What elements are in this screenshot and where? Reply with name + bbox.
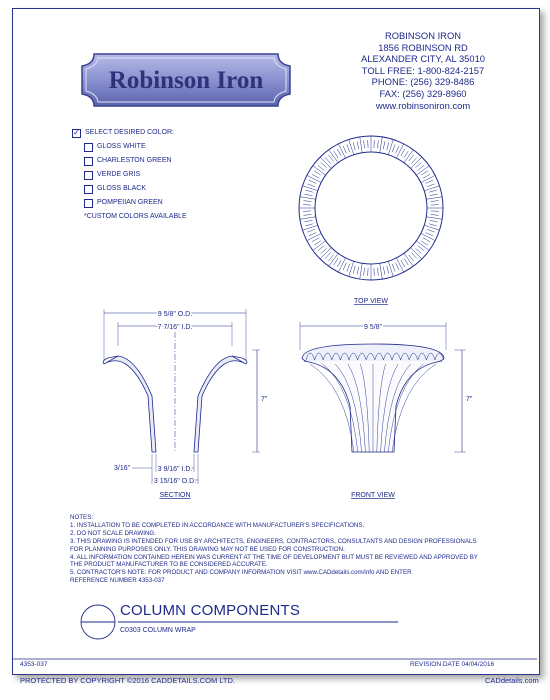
- flute-line: [426, 217, 442, 220]
- flute-line: [424, 225, 439, 230]
- note-line: REFERENCE NUMBER 4353-037: [70, 577, 165, 585]
- flute-detail: [318, 246, 327, 254]
- flute-detail: [409, 155, 417, 164]
- company-fax: FAX: (256) 329-8960: [379, 87, 467, 99]
- note-line: 2. DO NOT SCALE DRAWING.: [70, 529, 156, 537]
- flute-detail: [304, 220, 313, 226]
- color-option-gloss-black: GLOSS BLACK: [97, 185, 147, 192]
- flute-line: [416, 241, 429, 250]
- logo-text: Robinson Iron: [108, 67, 264, 94]
- title-underline: [118, 620, 398, 624]
- copyright-notice: PROTECTED BY COPYRIGHT ©2016 CADDETAILS.COM LTD.: [20, 676, 236, 685]
- flute-detail: [431, 211, 439, 215]
- flute-detail: [325, 252, 333, 261]
- flute-detail: [426, 180, 435, 187]
- company-info: [338, 30, 508, 111]
- title-circle-symbol: [78, 602, 118, 642]
- flute-detail: [429, 220, 438, 226]
- flute-line: [426, 197, 442, 200]
- gloss-black-checkbox[interactable]: [84, 185, 93, 194]
- flute-detail: [429, 190, 438, 196]
- verde-gris-checkbox[interactable]: [84, 171, 93, 180]
- flute-detail: [383, 266, 389, 275]
- notes-header: NOTES:: [70, 514, 94, 521]
- flute-detail: [383, 141, 389, 150]
- flute-line: [349, 261, 354, 276]
- section-label: SECTION: [159, 492, 191, 499]
- flute-line: [421, 233, 435, 240]
- pompeiian-green-checkbox[interactable]: [84, 199, 93, 208]
- flute-detail: [318, 162, 327, 170]
- company-tollfree: TOLL FREE: 1-800-824-2157: [361, 64, 485, 76]
- flute-line: [329, 253, 338, 266]
- flute-line: [300, 217, 316, 220]
- flute-line: [338, 258, 345, 272]
- flute-detail: [426, 229, 435, 236]
- drawing-subtitle: C0303 COLUMN WRAP: [120, 627, 196, 634]
- color-option-pompeiian-green: POMPEIIAN GREEN: [97, 199, 163, 206]
- flute-line: [313, 166, 326, 175]
- flute-detail: [304, 190, 313, 196]
- flute-detail: [325, 155, 333, 164]
- flute-detail: [312, 238, 321, 245]
- flute-detail: [421, 238, 430, 245]
- flute-line: [360, 137, 363, 153]
- flute-detail: [431, 201, 439, 205]
- flute-detail: [303, 201, 311, 205]
- front-view-drawing: [290, 306, 480, 502]
- note-line: 1. INSTALLATION TO BE COMPLETED IN ACCORDANCE WITH MANUFACTURER'S SPECIFICATIONS.: [70, 521, 365, 529]
- color-header: SELECT DESIRED COLOR:: [85, 129, 174, 136]
- note-line: 5. CONTRACTOR'S NOTE: FOR PRODUCT AND COMPANY INFORMATION VISIT www.CADdetails.com/info AND ENTER: [70, 569, 412, 577]
- front-height-dimension: 7": [466, 396, 473, 403]
- flute-line: [307, 175, 321, 182]
- revision-date: REVISION DATE 04/04/2016: [410, 661, 495, 668]
- flute-line: [404, 150, 413, 163]
- flute-line: [360, 263, 363, 279]
- od-dimension: 9 5/8" O.D.: [157, 311, 193, 318]
- flute-line: [404, 253, 413, 266]
- note-line: 3. THIS DRAWING IS INTENDED FOR USE BY ARCHITECTS, ENGINEERS, CONTRACTORS, CONSULTANTS AND DESIGN PROFESSIONALS: [70, 537, 477, 545]
- color-option-gloss-white: GLOSS WHITE: [97, 143, 146, 150]
- base-id-dimension: 3 9/16" I.D.: [157, 466, 193, 473]
- flute-detail: [392, 144, 399, 153]
- flute-detail: [415, 246, 424, 254]
- flute-line: [380, 263, 383, 279]
- flute-detail: [334, 149, 341, 158]
- flute-detail: [307, 229, 316, 236]
- charleston-green-checkbox[interactable]: [84, 157, 93, 166]
- flute-line: [349, 140, 354, 155]
- section-view-drawing: [96, 306, 266, 502]
- custom-colors-note: *CUSTOM COLORS AVAILABLE: [84, 213, 187, 220]
- top-view-label: TOP VIEW: [354, 298, 388, 305]
- company-address-2: ALEXANDER CITY, AL 35010: [360, 53, 486, 65]
- flute-detail: [312, 171, 321, 178]
- flute-line: [303, 225, 318, 230]
- flute-detail: [353, 266, 359, 275]
- flute-detail: [409, 252, 417, 261]
- flute-detail: [374, 268, 378, 276]
- color-option-charleston-green: CHARLESTON GREEN: [97, 157, 172, 164]
- robinson-iron-logo: [80, 52, 292, 108]
- company-website[interactable]: www.robinsoniron.com: [375, 99, 471, 111]
- caddetails-link[interactable]: CADdetails.com: [485, 676, 539, 685]
- note-line: THE PRODUCT MANUFACTURER TO BE CONSIDERED ACCURATE.: [70, 561, 268, 569]
- wall-thickness-dimension: 3/16": [114, 465, 131, 472]
- id-dimension: 7 7/16" I.D.: [157, 324, 193, 331]
- note-line: FOR PLANNING PURPOSES ONLY. THIS DRAWING MAY NOT BE USED FOR CONSTRUCTION.: [70, 545, 345, 553]
- flute-line: [424, 186, 439, 191]
- company-phone: PHONE: (256) 329-8486: [371, 76, 475, 88]
- flute-line: [388, 261, 393, 276]
- top-view-flutes: [299, 136, 443, 280]
- flute-detail: [374, 140, 378, 148]
- flute-line: [416, 166, 429, 175]
- flute-line: [380, 137, 383, 153]
- flute-line: [421, 175, 435, 182]
- reference-number: 4353-037: [20, 661, 48, 668]
- flute-detail: [421, 171, 430, 178]
- drawing-title: COLUMN COMPONENTS: [120, 602, 301, 619]
- company-address-1: 1856 ROBINSON RD: [378, 41, 468, 53]
- flute-detail: [353, 141, 359, 150]
- flute-line: [300, 197, 316, 200]
- flute-detail: [364, 140, 368, 148]
- top-view-drawing: [298, 126, 444, 310]
- flute-line: [307, 233, 321, 240]
- note-line: 4. ALL INFORMATION CONTAINED HEREIN WAS CURRENT AT THE TIME OF DEVELOPMENT BUT MUST BE REVIEWED AND APPROVED BY: [70, 553, 478, 561]
- flute-detail: [343, 263, 350, 272]
- flute-detail: [307, 180, 316, 187]
- flute-detail: [392, 263, 399, 272]
- base-od-dimension: 3 15/16" O.D.: [153, 478, 197, 485]
- front-width-dimension: 9 5/8": [363, 324, 383, 331]
- flute-line: [396, 258, 403, 272]
- flute-line: [396, 144, 403, 158]
- company-name: ROBINSON IRON: [384, 30, 462, 41]
- color-selector: [72, 126, 187, 224]
- flute-line: [313, 241, 326, 250]
- flute-line: [338, 144, 345, 158]
- front-view-label: FRONT VIEW: [351, 492, 395, 499]
- flute-detail: [401, 258, 408, 267]
- flute-detail: [401, 149, 408, 158]
- flute-detail: [364, 268, 368, 276]
- notes-block: [70, 514, 510, 585]
- flute-line: [303, 186, 318, 191]
- section-height-dimension: 7": [261, 396, 268, 403]
- flute-detail: [415, 162, 424, 170]
- gloss-white-checkbox[interactable]: [84, 143, 93, 152]
- front-view-ribs: [310, 364, 436, 452]
- flute-detail: [343, 144, 350, 153]
- select-color-checkbox[interactable]: [72, 129, 81, 138]
- flute-detail: [334, 258, 341, 267]
- flute-line: [329, 150, 338, 163]
- color-option-verde-gris: VERDE GRIS: [97, 171, 141, 178]
- flute-line: [388, 140, 393, 155]
- flute-detail: [303, 211, 311, 215]
